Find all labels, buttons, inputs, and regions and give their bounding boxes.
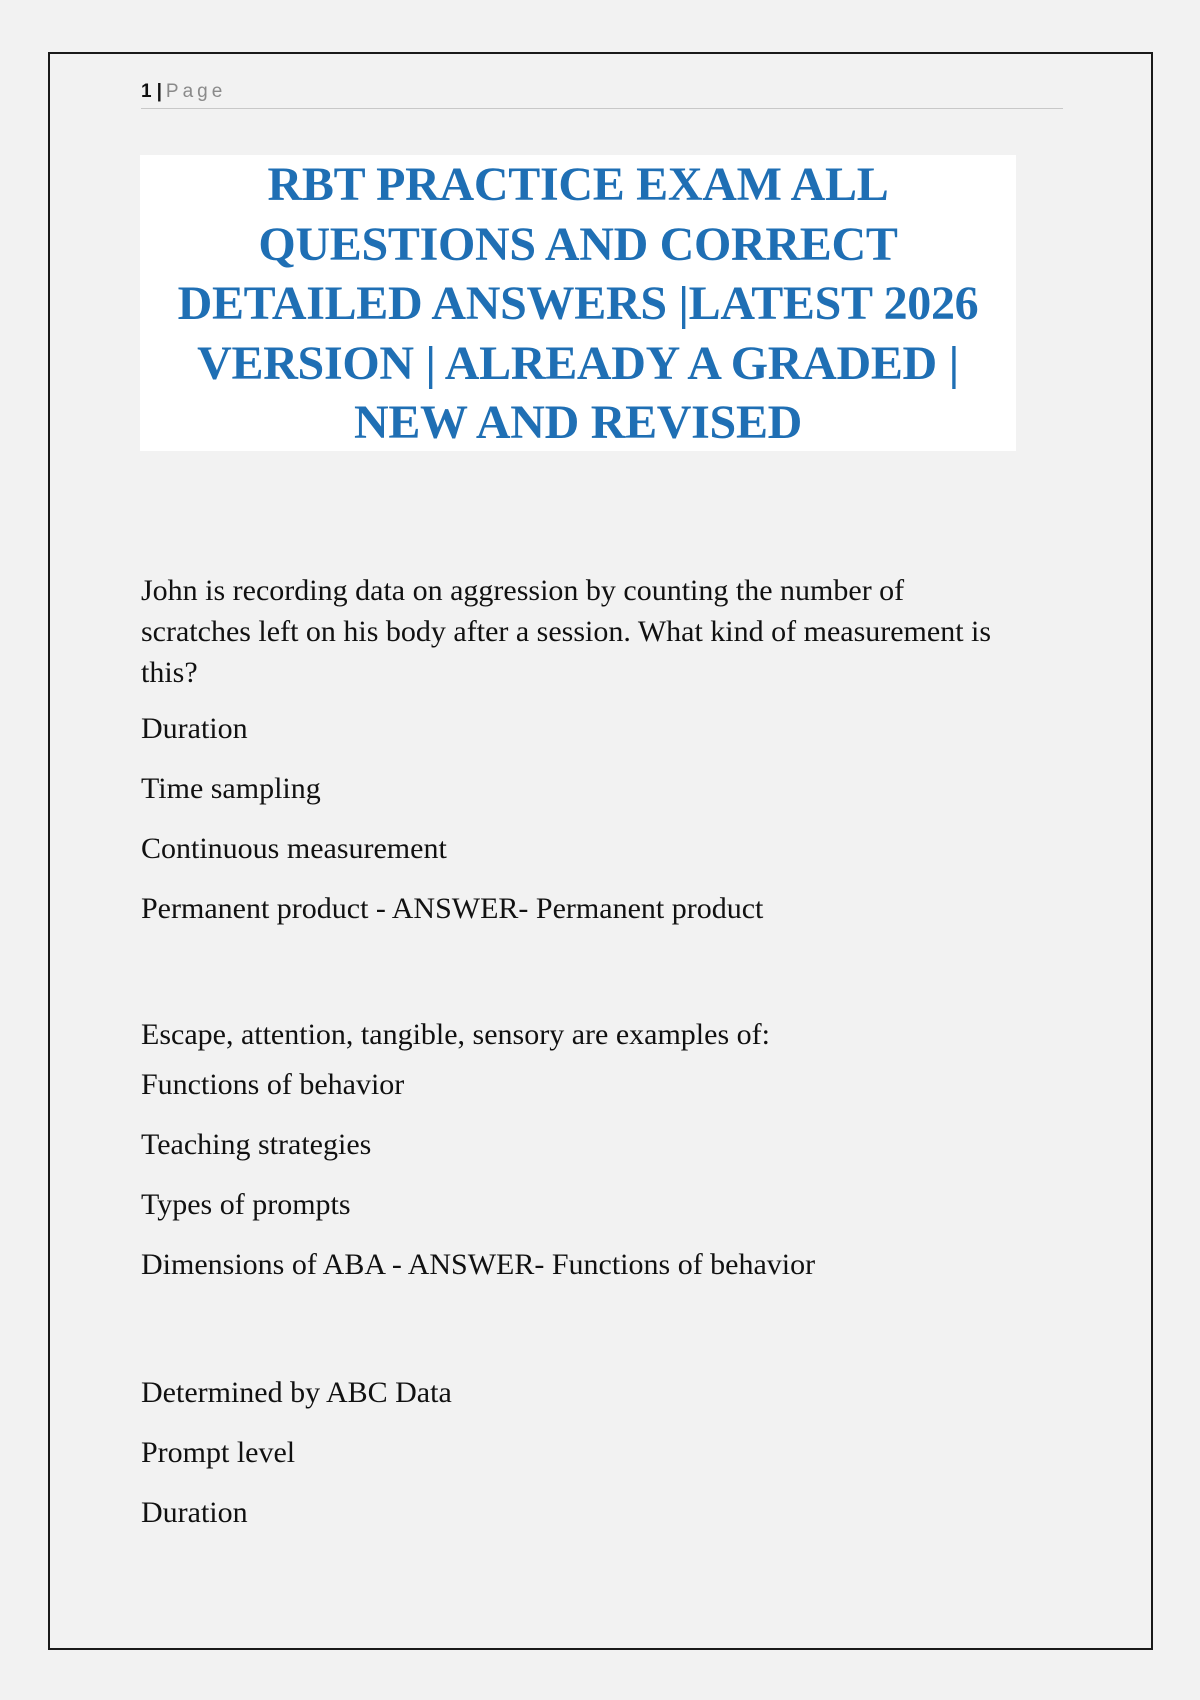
answer-option: Prompt level xyxy=(141,1436,296,1469)
answer-option-with-answer: Dimensions of ABA - ANSWER- Functions of behavior xyxy=(141,1248,816,1281)
question-block xyxy=(141,570,1061,939)
title-line: NEW AND REVISED xyxy=(353,396,803,449)
answer-option: Determined by ABC Data xyxy=(141,1376,452,1409)
answer-option: Types of prompts xyxy=(141,1188,351,1221)
page-separator: | xyxy=(156,81,162,102)
title-line: RBT PRACTICE EXAM ALL xyxy=(267,158,889,211)
question-line: John is recording data on aggression by counting the number of xyxy=(141,574,905,607)
answer-option: Duration xyxy=(141,712,248,745)
question-block xyxy=(141,1363,1061,1543)
page-number: 1 xyxy=(141,81,152,102)
title-line: VERSION | ALREADY A GRADED | xyxy=(197,336,959,390)
answer-option: Functions of behavior xyxy=(141,1068,405,1101)
title-line: DETAILED ANSWERS |LATEST 2026 xyxy=(177,277,979,330)
question-text xyxy=(141,570,1061,693)
answer-option-with-answer: Permanent product - ANSWER- Permanent product xyxy=(141,892,764,925)
page-header xyxy=(141,78,1063,109)
answer-option: Continuous measurement xyxy=(141,832,447,865)
answer-option: Teaching strategies xyxy=(141,1128,372,1161)
answer-option: Time sampling xyxy=(141,772,321,805)
question-line: scratches left on his body after a session. What kind of measurement is xyxy=(141,615,992,648)
question-text xyxy=(141,1014,1061,1055)
question-block xyxy=(141,1014,1061,1295)
question-line: Escape, attention, tangible, sensory are examples of: xyxy=(141,1018,770,1051)
answer-option: Duration xyxy=(141,1496,248,1529)
document-title xyxy=(140,155,1016,451)
page-label: Page xyxy=(165,81,227,102)
title-line: QUESTIONS AND CORRECT xyxy=(258,217,898,271)
question-line: this? xyxy=(141,656,198,689)
